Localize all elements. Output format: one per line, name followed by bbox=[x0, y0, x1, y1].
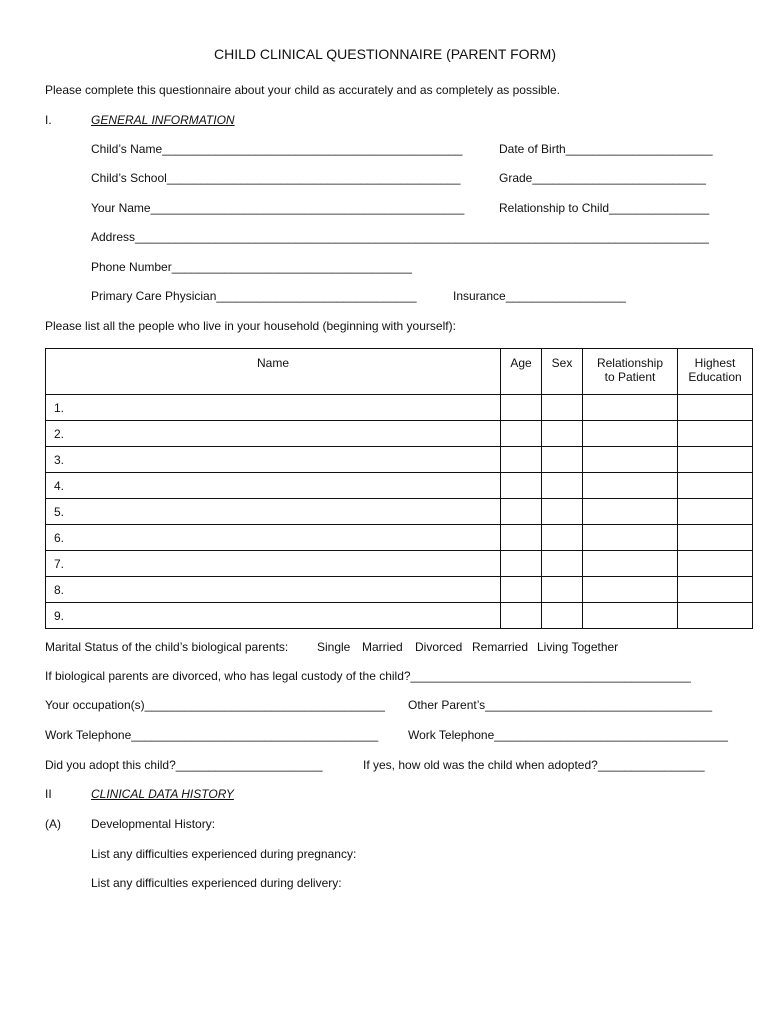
table-row bbox=[46, 551, 753, 577]
row-relationship-cell[interactable] bbox=[583, 447, 678, 473]
other-parents-occupation-field[interactable]: Other Parent’s__________________________________ bbox=[408, 698, 713, 712]
row-name-cell[interactable]: 5. bbox=[46, 499, 501, 525]
header-education-line-2: Education bbox=[688, 370, 742, 384]
other-work-telephone-field[interactable]: Work Telephone___________________________________ bbox=[408, 728, 728, 742]
adopt-field[interactable]: Did you adopt this child?______________________ bbox=[45, 758, 323, 772]
row-name-cell[interactable]: 1. bbox=[46, 395, 501, 421]
row-name-cell[interactable]: 9. bbox=[46, 603, 501, 629]
row-age-cell[interactable] bbox=[501, 447, 542, 473]
row-sex-cell[interactable] bbox=[542, 603, 583, 629]
childs-school-field[interactable]: Child’s School____________________________________________ bbox=[91, 171, 461, 185]
header-relationship-line-2: to Patient bbox=[604, 370, 656, 384]
childs-name-field[interactable]: Child’s Name_____________________________________________ bbox=[91, 142, 463, 156]
date-of-birth-field[interactable]: Date of Birth______________________ bbox=[499, 142, 713, 156]
row-relationship-cell[interactable] bbox=[583, 603, 678, 629]
row-relationship-cell[interactable] bbox=[583, 525, 678, 551]
household-table bbox=[45, 348, 753, 629]
header-relationship bbox=[583, 349, 678, 395]
household-header-row bbox=[46, 349, 753, 395]
row-name-cell[interactable]: 2. bbox=[46, 421, 501, 447]
header-age: Age bbox=[501, 349, 542, 395]
row-name-cell[interactable]: 3. bbox=[46, 447, 501, 473]
marital-option-married[interactable]: Married bbox=[362, 640, 403, 654]
table-row bbox=[46, 577, 753, 603]
section-1-heading: GENERAL INFORMATION bbox=[91, 113, 235, 127]
row-name-cell[interactable]: 6. bbox=[46, 525, 501, 551]
intro-text: Please complete this questionnaire about your child as accurately and as completely as possible. bbox=[45, 83, 560, 97]
custody-field[interactable]: If biological parents are divorced, who has legal custody of the child?__________________________________________ bbox=[45, 669, 691, 683]
row-age-cell[interactable] bbox=[501, 525, 542, 551]
row-education-cell[interactable] bbox=[678, 525, 753, 551]
form-title: CHILD CLINICAL QUESTIONNAIRE (PARENT FORM) bbox=[213, 46, 556, 62]
row-name-cell[interactable]: 4. bbox=[46, 473, 501, 499]
header-name: Name bbox=[46, 349, 501, 395]
row-age-cell[interactable] bbox=[501, 499, 542, 525]
header-relationship-line-1: Relationship bbox=[596, 356, 664, 370]
table-row bbox=[46, 603, 753, 629]
header-education bbox=[678, 349, 753, 395]
row-education-cell[interactable] bbox=[678, 421, 753, 447]
developmental-history-heading: Developmental History: bbox=[91, 817, 216, 831]
row-education-cell[interactable] bbox=[678, 603, 753, 629]
table-row bbox=[46, 525, 753, 551]
row-age-cell[interactable] bbox=[501, 395, 542, 421]
header-education-line-1: Highest bbox=[694, 356, 736, 370]
row-relationship-cell[interactable] bbox=[583, 577, 678, 603]
section-2-number: II bbox=[45, 787, 52, 801]
relationship-to-child-field[interactable]: Relationship to Child_______________ bbox=[499, 201, 710, 215]
table-row bbox=[46, 447, 753, 473]
row-age-cell[interactable] bbox=[501, 473, 542, 499]
row-relationship-cell[interactable] bbox=[583, 421, 678, 447]
row-relationship-cell[interactable] bbox=[583, 395, 678, 421]
marital-option-remarried[interactable]: Remarried bbox=[472, 640, 529, 654]
row-name-cell[interactable]: 7. bbox=[46, 551, 501, 577]
table-row bbox=[46, 499, 753, 525]
row-sex-cell[interactable] bbox=[542, 473, 583, 499]
primary-care-physician-field[interactable]: Primary Care Physician______________________________ bbox=[91, 289, 417, 303]
table-row bbox=[46, 395, 753, 421]
row-sex-cell[interactable] bbox=[542, 447, 583, 473]
row-age-cell[interactable] bbox=[501, 421, 542, 447]
row-age-cell[interactable] bbox=[501, 551, 542, 577]
row-sex-cell[interactable] bbox=[542, 525, 583, 551]
row-sex-cell[interactable] bbox=[542, 421, 583, 447]
row-sex-cell[interactable] bbox=[542, 499, 583, 525]
marital-option-single[interactable]: Single bbox=[317, 640, 351, 654]
row-education-cell[interactable] bbox=[678, 395, 753, 421]
marital-option-living-together[interactable]: Living Together bbox=[537, 640, 619, 654]
row-education-cell[interactable] bbox=[678, 447, 753, 473]
adopt-age-field[interactable]: If yes, how old was the child when adopted?________________ bbox=[363, 758, 705, 772]
household-prompt: Please list all the people who live in your household (beginning with yourself): bbox=[45, 319, 456, 333]
row-sex-cell[interactable] bbox=[542, 551, 583, 577]
section-2-heading: CLINICAL DATA HISTORY bbox=[91, 787, 234, 801]
marital-status-label: Marital Status of the child’s biological parents: bbox=[45, 640, 289, 654]
row-relationship-cell[interactable] bbox=[583, 499, 678, 525]
row-relationship-cell[interactable] bbox=[583, 551, 678, 577]
marital-option-divorced[interactable]: Divorced bbox=[415, 640, 463, 654]
row-education-cell[interactable] bbox=[678, 499, 753, 525]
row-sex-cell[interactable] bbox=[542, 577, 583, 603]
your-occupation-field[interactable]: Your occupation(s)____________________________________ bbox=[45, 698, 385, 712]
row-education-cell[interactable] bbox=[678, 473, 753, 499]
insurance-field[interactable]: Insurance__________________ bbox=[453, 289, 626, 303]
row-education-cell[interactable] bbox=[678, 551, 753, 577]
row-age-cell[interactable] bbox=[501, 577, 542, 603]
header-sex: Sex bbox=[542, 349, 583, 395]
grade-field[interactable]: Grade__________________________ bbox=[499, 171, 706, 185]
subsection-a-number: (A) bbox=[45, 817, 61, 831]
phone-number-field[interactable]: Phone Number____________________________________ bbox=[91, 260, 412, 274]
pregnancy-difficulties-prompt: List any difficulties experienced during pregnancy: bbox=[91, 847, 357, 861]
row-relationship-cell[interactable] bbox=[583, 473, 678, 499]
table-row bbox=[46, 473, 753, 499]
row-education-cell[interactable] bbox=[678, 577, 753, 603]
delivery-difficulties-prompt: List any difficulties experienced during delivery: bbox=[91, 876, 342, 890]
section-1-number: I. bbox=[45, 113, 52, 127]
row-age-cell[interactable] bbox=[501, 603, 542, 629]
address-field[interactable]: Address______________________________________________________________________________________ bbox=[91, 230, 709, 244]
table-row bbox=[46, 421, 753, 447]
row-sex-cell[interactable] bbox=[542, 395, 583, 421]
your-name-field[interactable]: Your Name_______________________________________________ bbox=[91, 201, 465, 215]
row-name-cell[interactable]: 8. bbox=[46, 577, 501, 603]
work-telephone-field[interactable]: Work Telephone_____________________________________ bbox=[45, 728, 379, 742]
